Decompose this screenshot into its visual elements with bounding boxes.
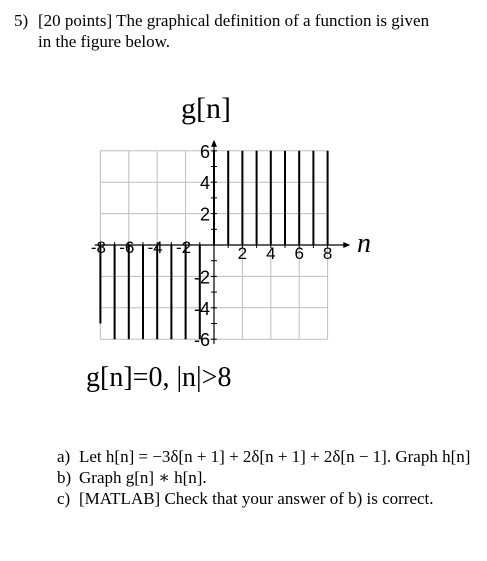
problem-line-2: in the figure below. [38, 32, 171, 51]
y-tick-label: 2 [199, 204, 210, 225]
y-tick-label: -6 [193, 330, 210, 351]
condition-text: g[n]=0, |n|>8 [86, 362, 232, 393]
x-tick-label: -6 [119, 238, 135, 257]
x-tick-label: 2 [237, 244, 248, 263]
x-tick-label: 8 [322, 244, 333, 263]
tick-labels [91, 142, 332, 350]
y-tick-label: -4 [193, 298, 210, 319]
part-a [57, 446, 477, 467]
figure-title: g[n] [181, 92, 231, 125]
problem-line-1: [20 points] The graphical definition of a function is given [38, 11, 430, 30]
y-tick-label: -2 [193, 267, 210, 288]
x-tick-label: -4 [147, 238, 163, 257]
y-tick-label: 6 [199, 141, 210, 162]
part-a-text: Let h[n] = −3δ[n + 1] + 2δ[n + 1] + 2δ[n − 1]. Graph h[n] [79, 447, 471, 466]
x-axis-arrow [343, 242, 350, 248]
part-c-label: c) [57, 489, 71, 508]
y-tick-label: 4 [199, 173, 210, 194]
part-c [57, 488, 477, 509]
part-b [57, 467, 477, 488]
x-tick-label: 4 [266, 244, 276, 263]
x-tick-label: 6 [294, 244, 304, 263]
problem-number: 5) [14, 11, 29, 30]
x-tick-label: -8 [90, 238, 106, 257]
part-b-label: b) [57, 468, 72, 487]
x-tick-label: -2 [176, 238, 192, 257]
y-axis-arrow [211, 140, 217, 147]
part-b-text: Graph g[n] ∗ h[n]. [79, 468, 207, 487]
part-a-label: a) [57, 447, 71, 466]
n-axis-label: n [357, 228, 371, 259]
part-c-text: [MATLAB] Check that your answer of b) is correct. [79, 489, 434, 508]
question-parts [57, 446, 477, 509]
